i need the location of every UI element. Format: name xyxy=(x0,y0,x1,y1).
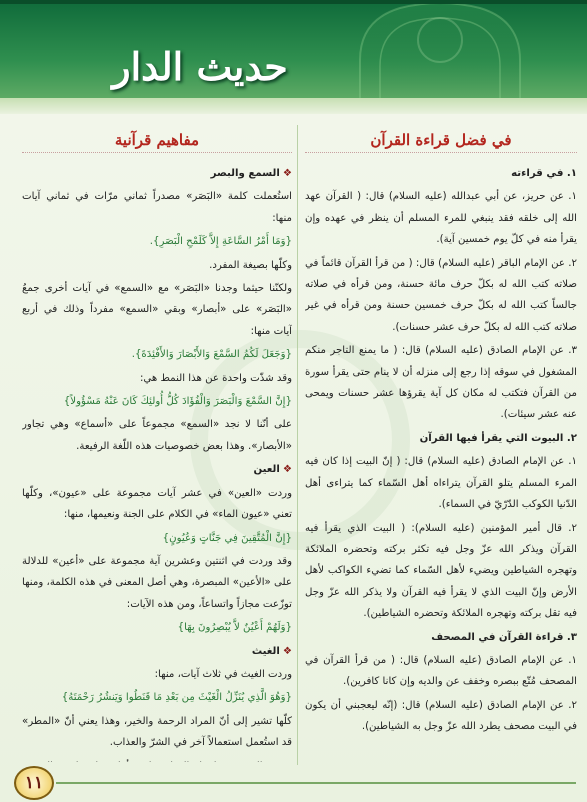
section-heading-text: ١. في قراءته xyxy=(511,168,577,179)
paragraph: ٢. قال أمير المؤمنين (عليه السلام): ( البيت الذي يقرأ فيه القرآن ويذكر الله عزّ وجل فيه تكثر بركته وتحضره الملائكة وتهجره الشياطين ويضيء لأهل السّماء كما تضيء الكواكب لأهل الأرض وإنّ البيت الذي لا يقرأ فيه القرآن ولا يذكر الله عزّ وجل فيه تقل بركته وتهجره الملائكة وتحضره الشياطين). xyxy=(305,522,577,620)
section-heading xyxy=(305,163,577,184)
quran-verse: {إِنَّ السَّمْعَ وَالْبَصَرَ وَالْفُؤَادَ كُلُّ أُولئِكَ كَانَ عَنْهُ مَسْؤُولاً} xyxy=(63,396,292,408)
paragraph: وردت «العين» في عشر آيات مجموعة على «عيون»، وكلّها تعني «عيون الماء» في الكلام على الجنة ونعيمها، منها: xyxy=(22,487,292,521)
quran-verse: {وَجَعَلَ لَكُمُ السَّمْعَ وَالأَبْصَارَ وَالأَفْئِدَةَ}. xyxy=(131,349,292,361)
quran-verse: {وَهُوَ الَّذِي يُنَزِّلُ الْغَيْثَ مِن بَعْدِ مَا قَنَطُوا وَيَنشُرُ رَحْمَتَهُ} xyxy=(61,692,292,704)
paragraph: وقد شذّت واحدة عن هذا النمط هي: xyxy=(139,372,292,384)
section-heading xyxy=(22,459,292,480)
right-column-body xyxy=(305,163,577,738)
page-number-badge xyxy=(14,766,54,800)
paragraph: ولكنّنا حيثما وجدنا «البَصَر» مع «السمع» في آيات أخرى جمعُ «البَصَر» على «أبصار» وبقي «السمع» مفرداً وذلك في أربع آيات منها: xyxy=(22,283,292,337)
section-heading-text: ٣. قراءة القرآن في المصحف xyxy=(431,631,577,643)
bullet-icon: ❖ xyxy=(282,464,292,476)
section-heading-text: العين xyxy=(253,464,280,476)
section-heading-text: السمع والبصر xyxy=(210,168,280,179)
section-heading-text: الغيث xyxy=(251,645,280,657)
paragraph: ١. عن حريز، عن أبي عبدالله (عليه السلام) قال: ( القرآن عهد الله إلى خلقه فقد ينبغي للمرء المسلم أن ينظر في عهده وإن يقرأ منه في كلّ يوم خمسين آية). xyxy=(305,191,577,246)
quran-verse: {وَمَا أَمْرُ السَّاعَةِ إِلاَّ كَلَمْحِ الْبَصَرِ}. xyxy=(149,236,292,248)
section-heading xyxy=(22,641,292,662)
paragraph: وكلّها بصيغة المفرد. xyxy=(209,259,292,271)
paragraph: ٣. عن الإمام الصادق (عليه السلام) قال: ( ما يمنع التاجر منكم المشغول في سوقه إذا رجع إلى منزله أن لا ينام حتى يقرأ سورة من القرآن فتكتب له مكان كل آية يقرؤها عشر حسنات ويمحى عنه عشر سيئات). xyxy=(305,345,577,421)
header-banner xyxy=(0,0,587,110)
section-heading xyxy=(305,428,577,449)
left-column-title: مفاهيم قرآنية xyxy=(22,128,292,153)
right-column xyxy=(305,122,577,762)
page-number: ١١ xyxy=(14,766,54,800)
section-heading xyxy=(305,627,577,648)
header-strip xyxy=(0,98,587,114)
paragraph: على أنّنا لا نجد «السمع» مجموعاً على «أسماع» وهي تجاور «الأبصار». وهذا بعض خصوصيات هذه اللّغة الرفيعة. xyxy=(22,419,292,452)
header-title: حديث الدار xyxy=(112,44,288,89)
left-column xyxy=(22,122,292,762)
quran-verse: {إِنَّ الْمُتَّقِينَ فِي جَنَّاتٍ وَعُيُونٍ} xyxy=(162,532,292,544)
section-heading xyxy=(22,163,292,184)
left-column-body xyxy=(22,163,292,762)
paragraph: استُعملت كلمة «البَصَر» مصدراً ثماني مرّات في ثماني آيات منها: xyxy=(22,191,292,224)
paragraph: ٢. عن الإمام الباقر (عليه السلام) قال: ( من قرأ القرآن قائماً في صلاته كتب الله له بكلّ حرف مائة حسنة، ومن قرأه في صلاته جالساً كتب الله له بكلّ حرف خمسين حسنة ومن قرأه في غير صلاته كتب الله له بكلّ حرف عشر حسنات). xyxy=(305,257,577,333)
paragraph xyxy=(22,756,292,762)
bullet-icon: ❖ xyxy=(282,168,292,179)
paragraph: وردت الغيث في ثلاث آيات، منها: xyxy=(154,668,292,680)
bullet-icon: ❖ xyxy=(282,645,292,657)
quran-verse: {وَلَهُمْ أَعْيُنٌ لاَّ يُبْصِرُونَ بِهَا} xyxy=(177,622,292,634)
column-divider xyxy=(297,125,298,765)
paragraph: ٢. عن الإمام الصادق (عليه السلام) قال: (إنّه ليعجبني أن يكون في البيت مصحف يطرد الله عزّ وجل به الشياطين). xyxy=(305,699,577,733)
paragraph: كلّها تشير إلى أنّ المراد الرحمة والخير، وهذا يعني أنّ «المطر» قد استُعمل استعمالاً آخر في الشرّ والعذاب. xyxy=(22,715,292,749)
paragraph: ١. عن الإمام الصادق (عليه السلام) قال: ( من قرأ القرآن في المصحف مُتّع ببصره وخفف عن والديه وإن كانا كافرين). xyxy=(305,654,577,688)
paragraph: وقد وردت في اثنتين وعشرين آية مجموعة على «أعين» للدلالة على «الأعين» المبصرة، وهي أصل المعنى في هذه الكلمة، ومنها توزّعت مجازاً واتساعاً، ومن هذه الآيات: xyxy=(22,555,292,610)
footer-divider xyxy=(56,782,576,784)
section-heading-text: ٢. البيوت التي يقرأ فيها القرآن xyxy=(419,432,577,444)
right-column-title: في فضل قراءة القرآن xyxy=(305,128,577,153)
paragraph: ١. عن الإمام الصادق (عليه السلام) قال: ( إنّ البيت إذا كان فيه المرء المسلم يتلو القرآن يتراءاه أهل السّماء كما يتراءى أهل الدّنيا الكوكب الدّرّيّ في السماء). xyxy=(305,456,577,511)
